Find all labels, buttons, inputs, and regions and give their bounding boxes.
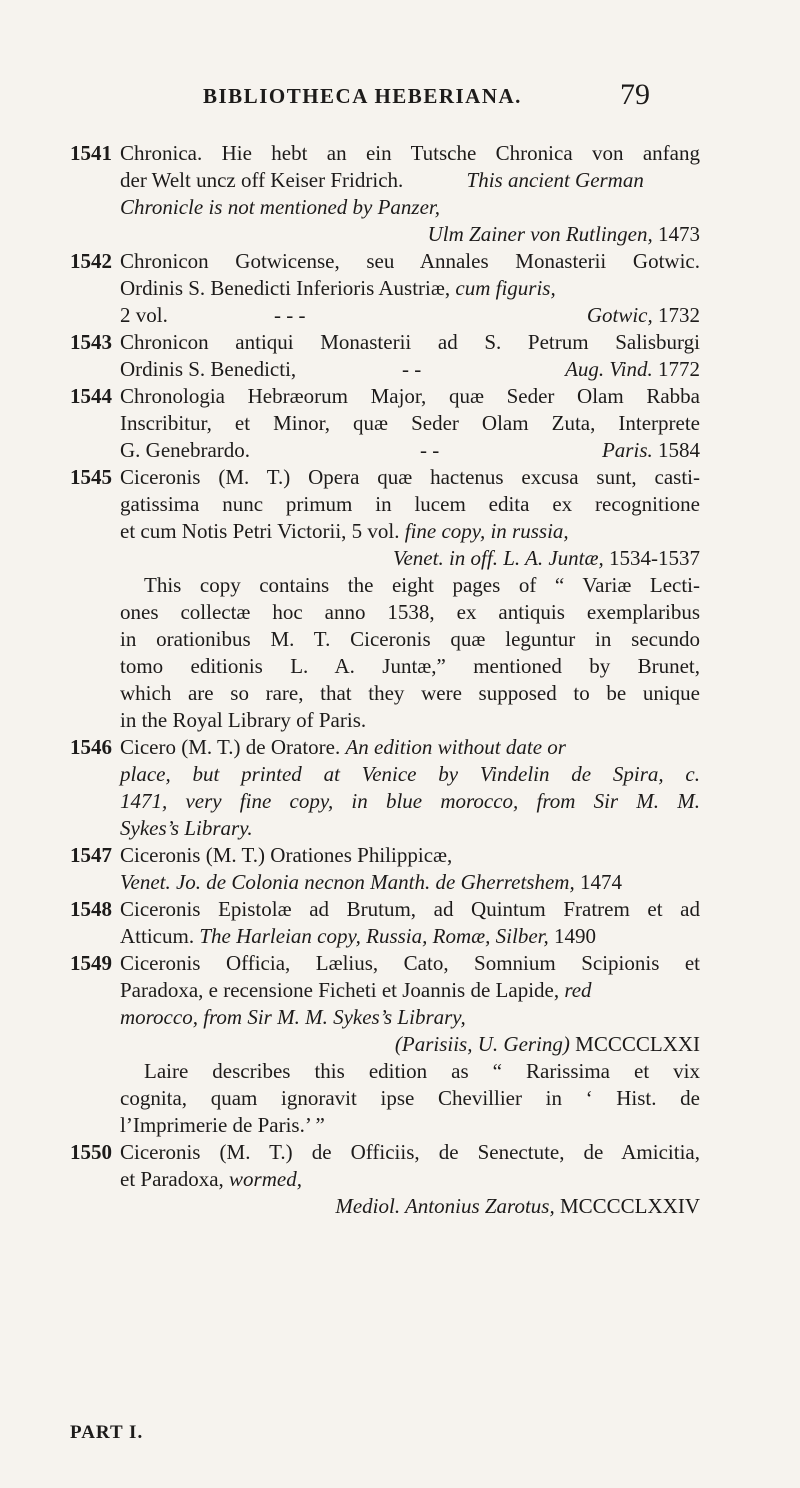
catalogue-entry xyxy=(0,248,800,329)
entry-line xyxy=(120,167,700,194)
entry-note: Chronicle is not mentioned by Panzer, xyxy=(120,195,441,219)
catalogue-entry xyxy=(0,140,800,248)
entry-line: Ciceronis (M. T.) de Officiis, de Senectute, de Amicitia, xyxy=(120,1140,700,1164)
entry-number: 1543 xyxy=(70,330,112,354)
entry-note: An edition without date or xyxy=(345,735,566,759)
imprint-date: 1534-1537 xyxy=(603,546,700,570)
entry-annotation: tomo editionis L. A. Juntæ,” mentioned by Brunet, xyxy=(120,654,700,678)
entry-line: Chronicon Gotwicense, seu Annales Monasterii Gotwic. xyxy=(120,249,700,273)
entry-note: Sykes’s Library. xyxy=(120,816,253,840)
imprint-date: 1490 xyxy=(548,924,596,948)
entry-text: Paradoxa, e recensione Ficheti et Joannis de Lapide, xyxy=(120,978,565,1002)
entry-line: Ciceronis Officia, Lælius, Cato, Somnium Scipionis et xyxy=(120,951,700,975)
entry-line: gatissima nunc primum in lucem edita ex recognitione xyxy=(120,492,700,516)
entry-annotation: This copy contains the eight pages of “ Variæ Lecti- xyxy=(144,573,700,597)
leader-dashes: - - xyxy=(402,357,422,381)
entry-line: Ciceronis (M. T.) Opera quæ hactenus excusa sunt, casti- xyxy=(120,465,700,489)
running-header xyxy=(0,80,800,120)
entry-imprint xyxy=(120,221,700,248)
imprint-place: Ulm Zainer von Rutlingen, xyxy=(427,222,653,246)
entry-line xyxy=(120,1004,700,1031)
entry-number: 1542 xyxy=(70,249,112,273)
entry-imprint xyxy=(120,545,700,572)
imprint-date: 1473 xyxy=(652,222,700,246)
entry-line: Chronologia Hebræorum Major, quæ Seder Olam Rabba xyxy=(120,384,700,408)
entry-line xyxy=(120,734,700,761)
entry-number: 1544 xyxy=(70,384,112,408)
entry-number: 1545 xyxy=(70,465,112,489)
catalogue-entries xyxy=(0,140,800,1220)
catalogue-entry xyxy=(0,950,800,1139)
catalogue-entry xyxy=(0,329,800,383)
entry-imprint xyxy=(120,869,700,896)
leader-dashes: - - - xyxy=(274,303,306,327)
entry-text: et cum Notis Petri Victorii, 5 vol. xyxy=(120,519,405,543)
page-number: 79 xyxy=(620,78,650,111)
signature-mark: PART I. xyxy=(70,1422,144,1443)
entry-line xyxy=(120,275,700,302)
entry-number: 1550 xyxy=(70,1140,112,1164)
entry-text: Ordinis S. Benedicti, xyxy=(120,357,297,381)
imprint-place: Paris. xyxy=(601,438,653,462)
catalogue-entry xyxy=(0,896,800,950)
imprint-date: MCCCCLXXI xyxy=(569,1032,700,1056)
entry-note: place, but printed at Venice by Vindelin de Spira, c. xyxy=(120,762,700,786)
entry-note: red xyxy=(564,978,592,1002)
leader-dashes: - - xyxy=(420,438,440,462)
entry-number: 1548 xyxy=(70,897,112,921)
imprint-place: Aug. Vind. xyxy=(565,357,653,381)
entry-note: morocco, from Sir M. M. Sykes’s Library, xyxy=(120,1005,466,1029)
entry-note: fine copy, in russia, xyxy=(404,519,569,543)
entry-number: 1547 xyxy=(70,843,112,867)
entry-text: Atticum. xyxy=(120,924,200,948)
entry-annotation: cognita, quam ignoravit ipse Chevillier in ‘ Hist. de xyxy=(120,1086,700,1110)
entry-annotation: which are so rare, that they were supposed to be unique xyxy=(120,681,700,705)
entry-line: Chronicon antiqui Monasterii ad S. Petrum Salisburgi xyxy=(120,330,700,354)
entry-line xyxy=(120,1166,700,1193)
entry-text: der Welt uncz off Keiser Fridrich. xyxy=(120,168,409,192)
imprint-date: 1732 xyxy=(652,303,700,327)
entry-line: Ciceronis (M. T.) Orationes Philippicæ, xyxy=(120,843,453,867)
entry-line: Chronica. Hie hebt an ein Tutsche Chronica von anfang xyxy=(120,141,700,165)
entry-text: Cicero (M. T.) de Oratore. xyxy=(120,735,346,759)
entry-text: Ordinis S. Benedicti Inferioris Austriæ, xyxy=(120,276,456,300)
entry-note: 1471, very fine copy, in blue morocco, from Sir M. M. xyxy=(120,789,700,813)
entry-line xyxy=(120,815,700,842)
imprint-place: Venet. Jo. de Colonia necnon Manth. de Gherretshem, xyxy=(120,870,575,894)
entry-line xyxy=(120,518,700,545)
entry-annotation: l’Imprimerie de Paris.’ ” xyxy=(120,1113,325,1137)
entry-line xyxy=(120,302,700,329)
entry-note: This ancient German xyxy=(466,168,644,192)
imprint-date: 1772 xyxy=(652,357,700,381)
catalogue-entry xyxy=(0,1139,800,1220)
imprint-place: Mediol. Antonius Zarotus, xyxy=(335,1194,555,1218)
catalogue-entry xyxy=(0,383,800,464)
entry-line xyxy=(120,194,700,221)
entry-line xyxy=(120,923,700,950)
entry-text: G. Genebrardo. xyxy=(120,438,251,462)
imprint-date: MCCCCLXXIV xyxy=(554,1194,700,1218)
entry-text: 2 vol. xyxy=(120,303,168,327)
imprint-date: 1584 xyxy=(652,438,700,462)
imprint-date: 1474 xyxy=(574,870,622,894)
entry-line xyxy=(120,761,700,788)
entry-number: 1546 xyxy=(70,735,112,759)
entry-note: The Harleian copy, Russia, Romæ, Silber, xyxy=(199,924,549,948)
entry-text: et Paradoxa, xyxy=(120,1167,230,1191)
entry-line xyxy=(120,977,700,1004)
imprint-place: Gotwic, xyxy=(586,303,653,327)
entry-line: Inscribitur, et Minor, quæ Seder Olam Zuta, Interprete xyxy=(120,411,700,435)
entry-line xyxy=(120,437,700,464)
entry-imprint xyxy=(120,1031,700,1058)
catalogue-entry xyxy=(0,464,800,734)
entry-line xyxy=(120,356,700,383)
running-title: BIBLIOTHECA HEBERIANA. xyxy=(203,84,522,108)
entry-annotation: Laire describes this edition as “ Rarissima et vix xyxy=(144,1059,700,1083)
entry-annotation: in orationibus M. T. Ciceronis quæ leguntur in secundo xyxy=(120,627,700,651)
catalogue-entry xyxy=(0,734,800,842)
imprint-place: (Parisiis, U. Gering) xyxy=(394,1032,570,1056)
entry-note: cum figuris, xyxy=(455,276,556,300)
imprint-place: Venet. in off. L. A. Juntæ, xyxy=(392,546,604,570)
entry-number: 1541 xyxy=(70,141,112,165)
entry-imprint xyxy=(120,1193,700,1220)
entry-line: Ciceronis Epistolæ ad Brutum, ad Quintum Fratrem et ad xyxy=(120,897,700,921)
entry-note: wormed, xyxy=(229,1167,302,1191)
entry-annotation: ones collectæ hoc anno 1538, ex antiquis exemplaribus xyxy=(120,600,700,624)
entry-line xyxy=(120,788,700,815)
entry-annotation: in the Royal Library of Paris. xyxy=(120,708,367,732)
catalogue-entry xyxy=(0,842,800,896)
entry-number: 1549 xyxy=(70,951,112,975)
